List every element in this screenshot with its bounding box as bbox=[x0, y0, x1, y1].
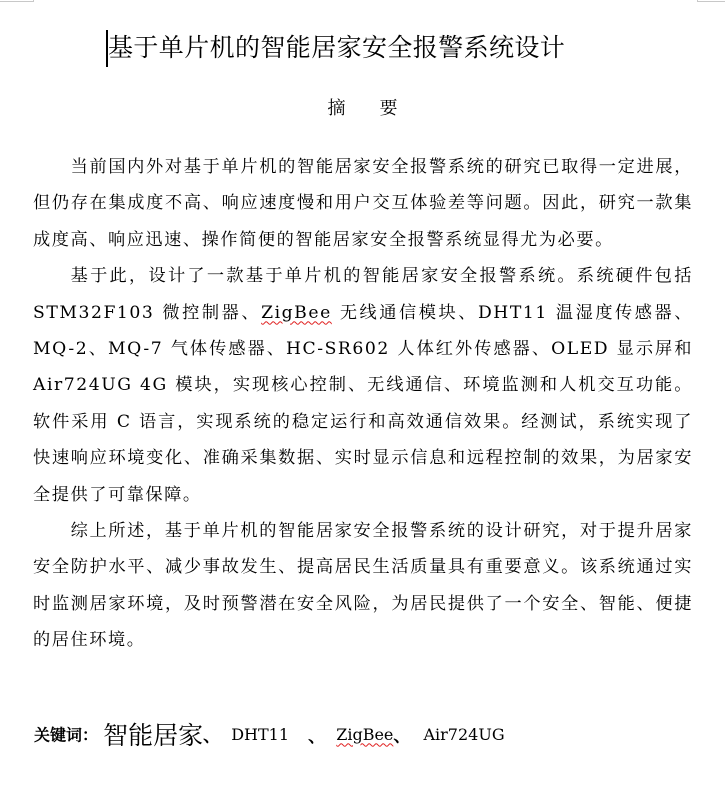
abstract-paragraph-2[interactable] bbox=[33, 258, 693, 513]
spellcheck-flagged-word[interactable]: ZigBee bbox=[261, 302, 332, 323]
crop-mark-top-right bbox=[697, 1, 725, 2]
keyword-4: Air724UG bbox=[423, 724, 505, 744]
abstract-heading-char-2: 要 bbox=[379, 98, 398, 119]
paragraph-2-text-before: 基于此，设计了一款基于单片机的智能居家安全报警系统。系统硬件包括STM32F103 微控制器、 bbox=[33, 266, 693, 323]
abstract-body[interactable] bbox=[33, 149, 693, 659]
keyword-1: 智能居家 bbox=[103, 721, 204, 750]
keywords-line[interactable] bbox=[34, 716, 505, 752]
document-title[interactable]: 基于单片机的智能居家安全报警系统设计 bbox=[108, 33, 566, 62]
abstract-heading-char-1: 摘 bbox=[327, 98, 346, 119]
keyword-2: DHT11 bbox=[231, 724, 290, 744]
abstract-paragraph-1[interactable]: 当前国内外对基于单片机的智能居家安全报警系统的研究已取得一定进展，但仍存在集成度不高、响应速度慢和用户交互体验差等问题。因此，研究一款集成度高、响应迅速、操作简便的智能居家安全报警系统显得尤为必要。 bbox=[33, 157, 693, 250]
keyword-separator: 、 bbox=[203, 726, 221, 747]
crop-mark-top-right-vertical bbox=[697, 0, 698, 2]
keyword-separator: 、 bbox=[308, 726, 326, 747]
keyword-separator: 、 bbox=[393, 726, 411, 747]
keywords-label: 关键词： bbox=[34, 725, 99, 745]
crop-mark-top-left-vertical bbox=[33, 0, 34, 2]
paragraph-2-text-after: 无线通信模块、DHT11 温湿度传感器、MQ-2、MQ-7 气体传感器、HC-SR602 人体红外传感器、OLED 显示屏和 Air724UG 4G 模块，实现核心控制、无线通信、环境监测和人机交互功能。软件采用 C 语言，实现系统的稳定运行和高效通信效果。经测试，系统实现了快速响应环境变化、准确采集数据、实时显示信息和远程控制的效果，为居家安全提供了可靠保障。 bbox=[33, 302, 693, 505]
abstract-paragraph-3[interactable]: 综上所述，基于单片机的智能居家安全报警系统的设计研究，对于提升居家安全防护水平、减少事故发生、提高居民生活质量具有重要意义。该系统通过实时监测居家环境，及时预警潜在安全风险，为居民提供了一个安全、智能、便捷的居住环境。 bbox=[33, 521, 693, 651]
keyword-3[interactable]: ZigBee bbox=[336, 724, 394, 744]
abstract-heading[interactable] bbox=[0, 94, 725, 124]
crop-mark-top-left bbox=[0, 1, 34, 2]
